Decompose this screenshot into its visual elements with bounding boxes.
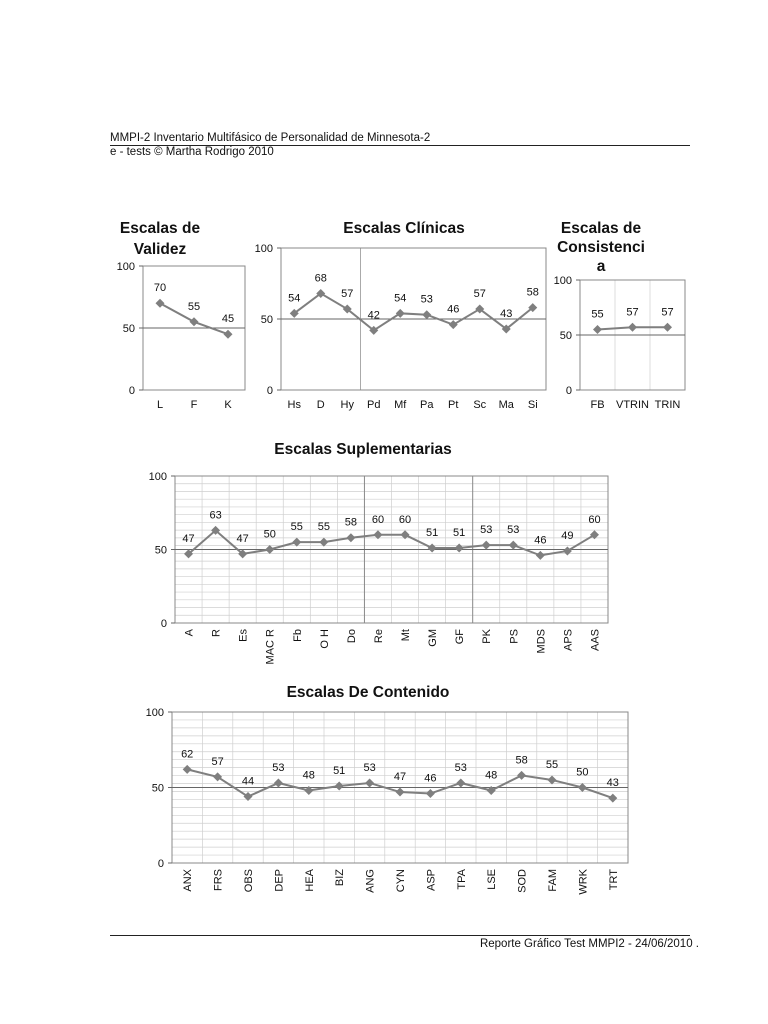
data-label: 46: [424, 772, 437, 785]
category-label: WRK: [577, 869, 590, 895]
category-label: SOD: [516, 869, 529, 893]
data-point-marker: [224, 330, 233, 339]
category-label: Re: [372, 629, 385, 644]
category-label: Es: [237, 629, 250, 642]
data-label: 62: [181, 748, 194, 761]
category-label: CYN: [395, 869, 407, 893]
category-label: K: [224, 399, 232, 411]
y-tick-label: 50: [260, 314, 273, 326]
y-tick-label: 100: [116, 261, 135, 273]
y-tick-label: 50: [122, 323, 135, 335]
y-tick-label: 100: [145, 707, 164, 719]
data-label: 50: [576, 766, 589, 779]
y-tick-label: 0: [565, 385, 572, 397]
data-label: 55: [317, 521, 330, 534]
category-label: FB: [590, 399, 605, 411]
data-label: 54: [394, 292, 407, 305]
data-point-marker: [274, 778, 283, 787]
data-label: 55: [290, 521, 303, 534]
series-line: [294, 293, 533, 330]
data-point-marker: [428, 544, 437, 553]
data-label: 48: [485, 769, 498, 782]
chart-title-line: Escalas de: [119, 220, 201, 237]
data-label: 60: [371, 513, 385, 526]
category-label: PS: [508, 629, 521, 644]
chart-title-line: Consistenci: [557, 239, 645, 256]
category-label: PK: [481, 629, 494, 644]
chart-title-line: Escalas Clínicas: [343, 220, 465, 237]
category-label: BIZ: [334, 869, 347, 887]
y-tick-label: 0: [266, 385, 273, 397]
data-label: 43: [500, 307, 513, 320]
data-label: 58: [526, 286, 539, 299]
data-label: 57: [661, 306, 674, 319]
data-point-marker: [482, 541, 491, 550]
data-label: 54: [288, 292, 301, 305]
data-label: 58: [344, 516, 358, 529]
data-point-marker: [156, 299, 165, 308]
report-header-credit: e - tests © Martha Rodrigo 2010: [110, 146, 274, 158]
data-point-marker: [346, 533, 355, 542]
y-tick-label: 0: [157, 858, 164, 870]
category-label: GF: [454, 629, 467, 645]
category-label: Pt: [448, 399, 459, 411]
data-point-marker: [426, 789, 435, 798]
data-label: 49: [561, 529, 574, 542]
data-label: 53: [480, 524, 493, 537]
category-label: FRS: [212, 869, 225, 891]
data-label: 53: [363, 761, 376, 774]
data-label: 46: [447, 303, 460, 316]
y-tick-label: 100: [553, 275, 572, 287]
data-point-marker: [335, 781, 344, 790]
category-label: HEA: [303, 869, 316, 892]
data-label: 55: [591, 308, 604, 321]
category-label: GM: [427, 629, 440, 647]
category-label: Mf: [394, 399, 407, 411]
chart-title-line: Validez: [133, 241, 187, 258]
content-scales-chart: [135, 680, 635, 905]
category-label: ASP: [425, 869, 438, 892]
data-point-marker: [628, 323, 637, 332]
data-point-marker: [422, 310, 431, 319]
category-label: LSE: [486, 869, 499, 890]
validity-scales-chart: [105, 215, 260, 420]
category-label: AAS: [589, 629, 602, 652]
footer-divider: [110, 935, 690, 936]
data-point-marker: [509, 541, 518, 550]
y-tick-label: 100: [148, 471, 167, 483]
report-footer: Reporte Gráfico Test MMPI2 - 24/06/2010 .: [479, 938, 699, 950]
category-label: TRT: [607, 869, 620, 891]
category-label: TRIN: [654, 399, 681, 411]
clinical-scales-chart: [248, 215, 553, 420]
data-point-marker: [396, 788, 405, 797]
data-label: 50: [263, 528, 276, 541]
category-label: Pa: [420, 399, 434, 411]
category-label: F: [190, 399, 198, 411]
y-tick-label: 50: [154, 544, 167, 557]
consistency-scales-chart: [545, 215, 690, 420]
y-tick-label: 0: [128, 385, 135, 397]
data-label: 63: [209, 509, 222, 522]
data-label: 51: [425, 527, 439, 540]
data-point-marker: [365, 778, 374, 787]
category-label: Do: [345, 629, 358, 644]
category-label: Ma: [498, 399, 514, 411]
data-point-marker: [456, 778, 465, 787]
category-label: DEP: [273, 869, 286, 892]
data-point-marker: [449, 320, 458, 329]
data-point-marker: [608, 794, 617, 803]
category-label: D: [316, 399, 325, 411]
data-label: 58: [515, 754, 528, 767]
data-point-marker: [190, 317, 199, 326]
data-label: 42: [367, 309, 380, 322]
data-point-marker: [455, 544, 464, 553]
data-label: 57: [341, 288, 354, 301]
data-point-marker: [536, 551, 545, 560]
data-label: 57: [473, 288, 486, 301]
category-label: Fb: [291, 629, 304, 642]
category-label: Sc: [473, 399, 487, 411]
data-label: 47: [393, 771, 407, 784]
data-label: 45: [221, 313, 235, 326]
data-label: 47: [236, 532, 249, 545]
data-label: 51: [333, 764, 346, 777]
data-label: 47: [182, 532, 195, 545]
category-label: TPA: [455, 869, 468, 890]
y-tick-label: 50: [559, 330, 572, 342]
category-label: ANG: [364, 869, 377, 893]
data-point-marker: [548, 775, 557, 784]
data-label: 43: [606, 777, 619, 790]
report-header-title: MMPI-2 Inventario Multifásico de Personalidad de Minnesota-2: [110, 132, 431, 144]
data-label: 53: [454, 761, 467, 774]
data-label: 53: [272, 761, 285, 774]
supplementary-scales-chart: [135, 435, 615, 675]
data-point-marker: [563, 546, 572, 555]
category-label: ANX: [182, 869, 195, 892]
data-point-marker: [265, 545, 274, 554]
category-label: MDS: [535, 629, 548, 654]
category-label: A: [183, 629, 196, 637]
data-point-marker: [593, 325, 602, 334]
chart-title-line: a: [596, 258, 606, 275]
category-label: Hy: [340, 399, 354, 411]
data-label: 70: [153, 282, 167, 295]
category-label: VTRIN: [616, 399, 649, 411]
data-label: 57: [211, 755, 224, 768]
data-label: 53: [507, 524, 520, 537]
category-label: Pd: [367, 399, 381, 411]
chart-title-line: Escalas Suplementarias: [274, 441, 452, 458]
data-label: 60: [588, 513, 601, 526]
y-tick-label: 0: [160, 618, 167, 630]
category-label: R: [210, 629, 223, 637]
category-label: FAM: [547, 869, 559, 892]
data-label: 46: [534, 534, 547, 547]
chart-title-line: Escalas De Contenido: [286, 684, 450, 701]
category-label: Mt: [400, 629, 413, 642]
data-point-marker: [183, 765, 192, 774]
category-label: L: [156, 399, 164, 411]
data-label: 51: [453, 527, 466, 540]
y-tick-label: 100: [254, 243, 273, 255]
data-label: 60: [398, 513, 412, 526]
category-label: OBS: [243, 869, 255, 893]
category-label: O H: [318, 629, 331, 649]
data-label: 44: [241, 775, 255, 788]
y-tick-label: 50: [151, 782, 164, 795]
data-label: 68: [314, 272, 327, 285]
category-label: Si: [527, 399, 538, 411]
category-label: MAC R: [264, 629, 277, 665]
data-label: 55: [187, 300, 201, 313]
data-label: 55: [545, 758, 559, 771]
data-point-marker: [663, 323, 672, 332]
data-label: 53: [420, 293, 433, 306]
category-label: APS: [562, 629, 575, 652]
category-label: Hs: [287, 399, 301, 411]
chart-title-line: Escalas de: [560, 220, 642, 237]
data-label: 48: [302, 769, 315, 782]
data-point-marker: [578, 783, 587, 792]
data-point-marker: [517, 771, 526, 780]
data-label: 57: [626, 306, 639, 319]
